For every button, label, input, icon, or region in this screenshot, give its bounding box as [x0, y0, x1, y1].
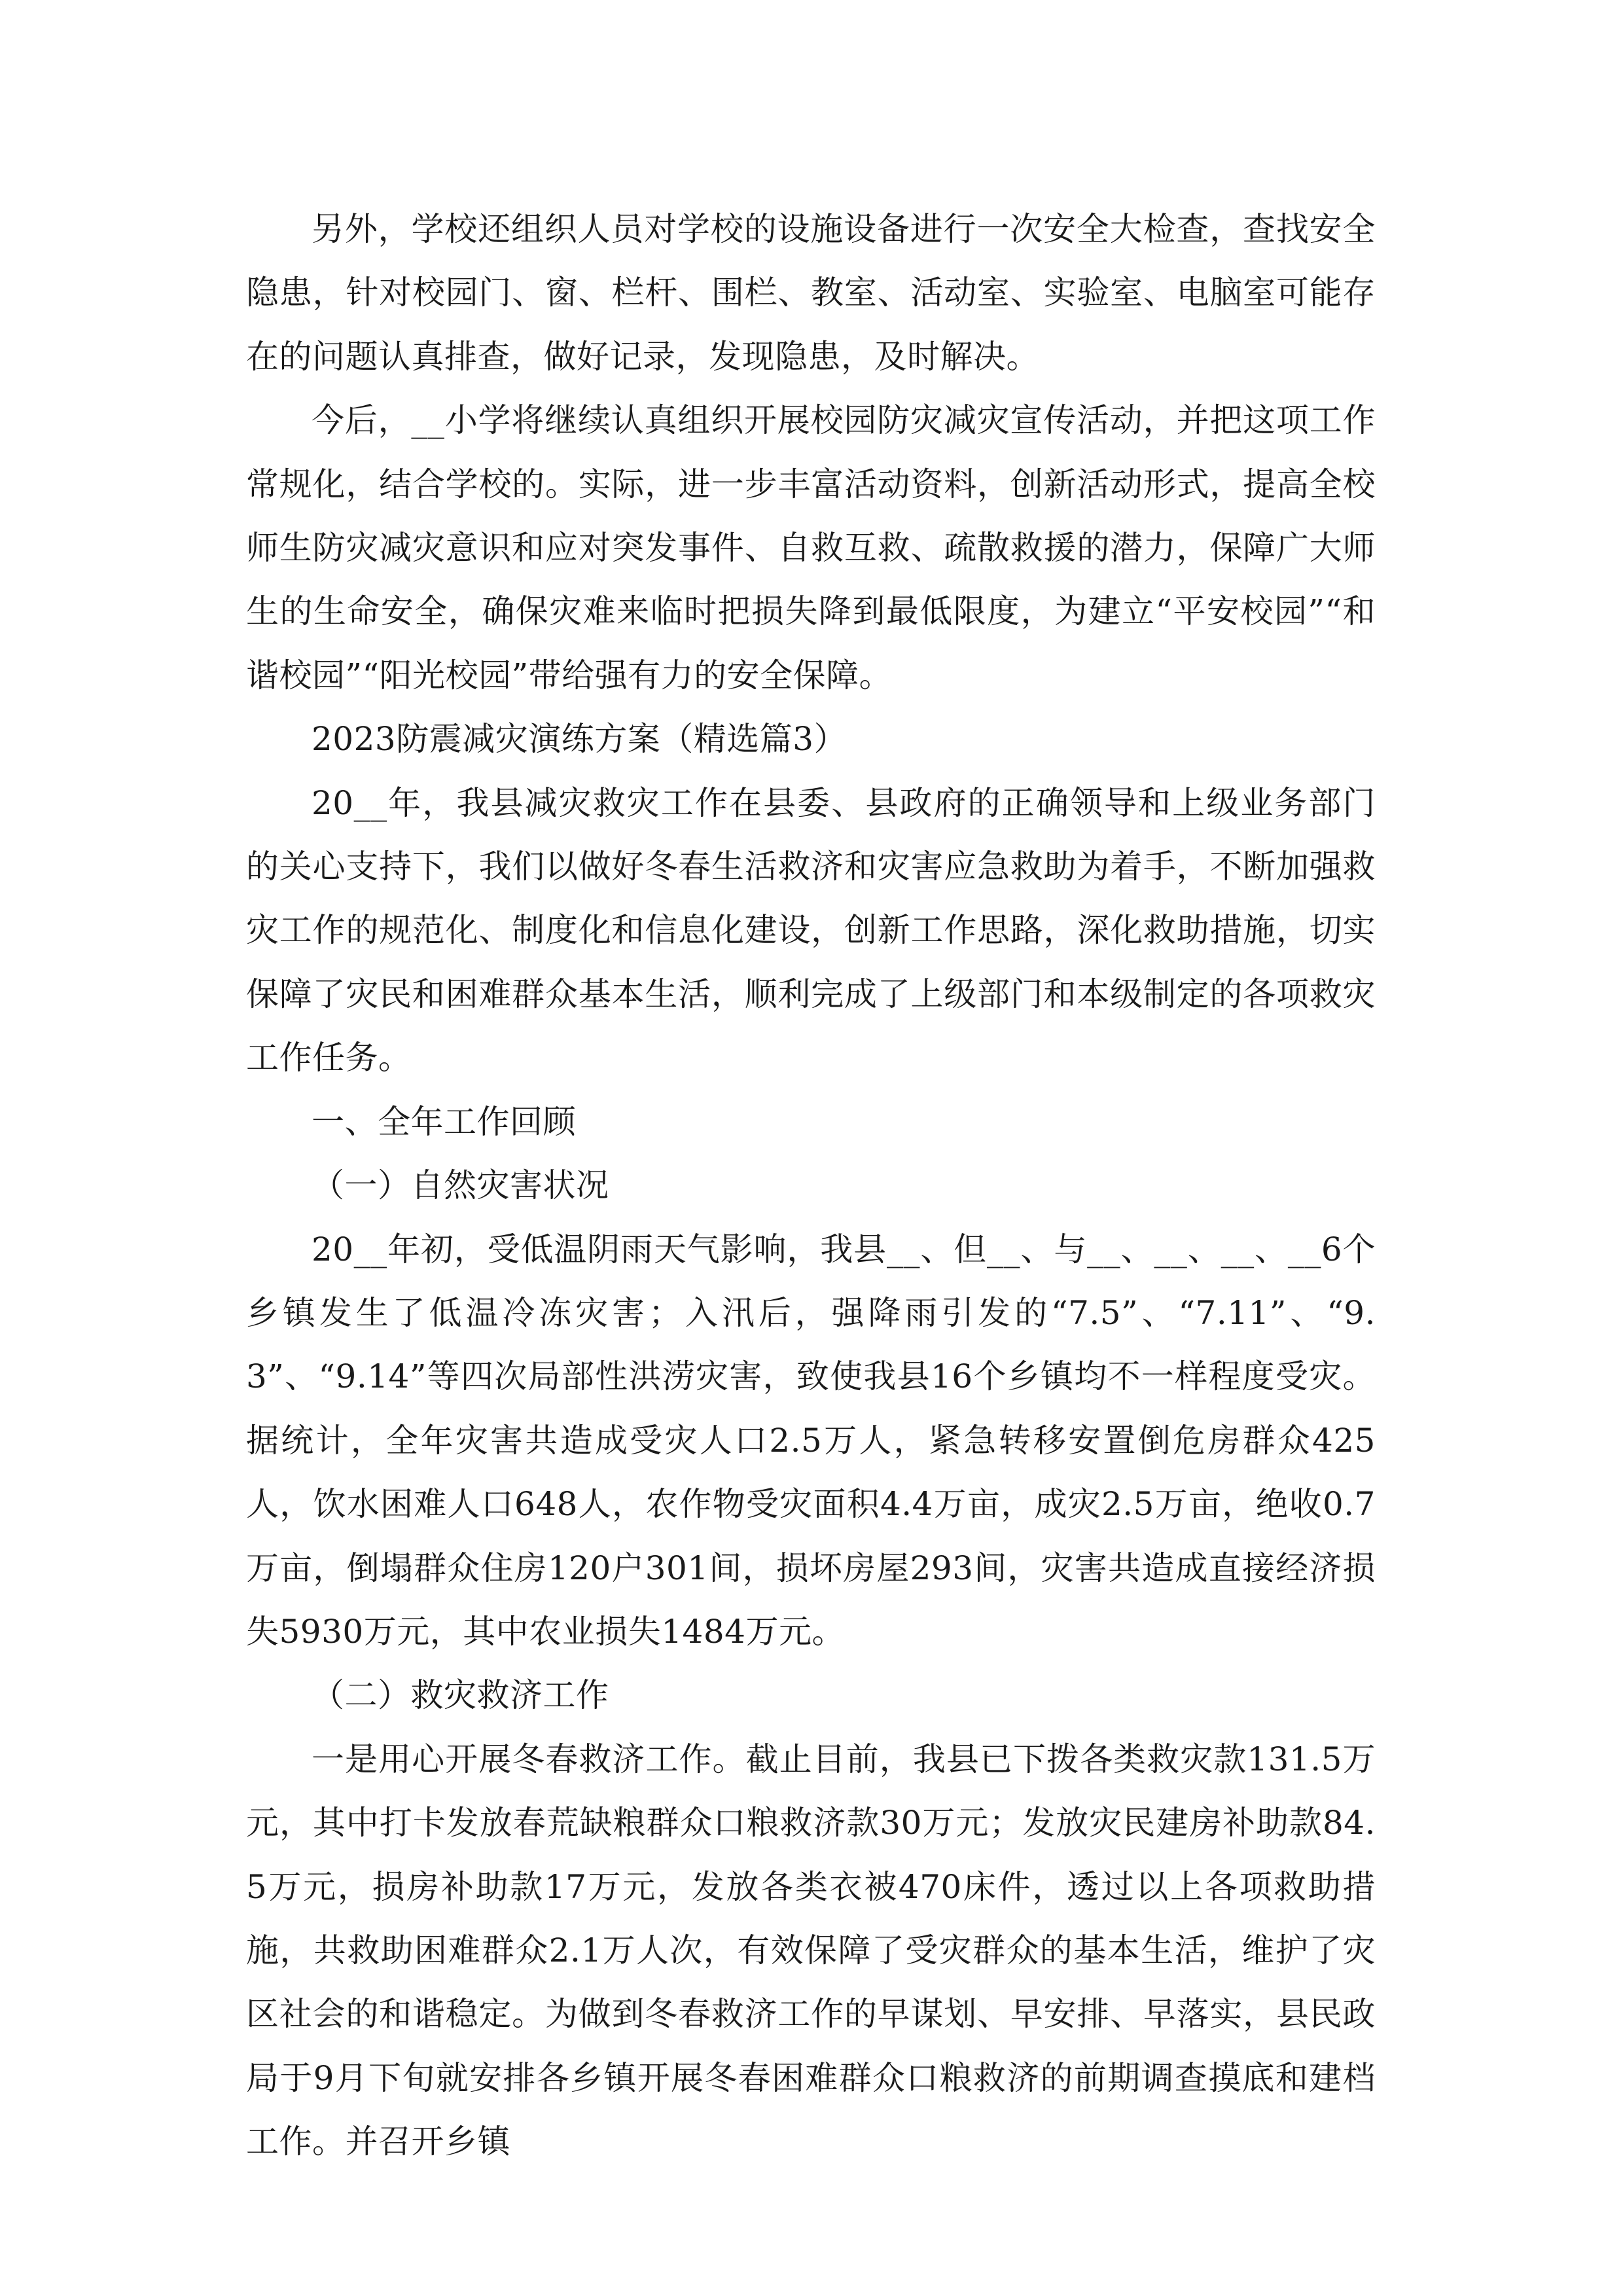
paragraph-future-plan: 今后，__小学将继续认真组织开展校园防灾减灾宣传活动，并把这项工作常规化，结合学校的。实际，进一步丰富活动资料，创新活动形式，提高全校师生防灾减灾意识和应对突发事件、自救互救、疏散救援的潜力，保障广大师生的生命安全，确保灾难来临时把损失降到最低限度，为建立“平安校园”“和谐校园”“阳光校园”带给强有力的安全保障。	[246, 401, 1376, 694]
paragraph-disaster-statistics: 20__年初，受低温阴雨天气影响，我县__、但__、与__、__、__、__6个乡镇发生了低温冷冻灾害；入汛后，强降雨引发的“7.5”、“7.11”、“9.3”、“9.14”等四次局部性洪涝灾害，致使我县16个乡镇均不一样程度受灾。据统计，全年灾害共造成受灾人口2.5万人，紧急转移安置倒危房群众425人，饮水困难人口648人，农作物受灾面积4.4万亩，成灾2.5万亩，绝收0.7万亩，倒塌群众住房120户301间，损坏房屋293间，灾害共造成直接经济损失5930万元，其中农业损失1484万元。	[246, 1230, 1376, 1651]
subheading-natural-disasters: （一）自然灾害状况	[312, 1166, 609, 1205]
document-body	[246, 198, 1376, 2174]
heading-annual-review: 一、全年工作回顾	[312, 1102, 576, 1141]
section-title-plan-3: 2023防震减灾演练方案（精选篇3）	[312, 720, 847, 759]
subheading-relief-work: （二）救灾救济工作	[312, 1676, 609, 1715]
paragraph-winter-spring-relief: 一是用心开展冬春救济工作。截止目前，我县已下拨各类救灾款131.5万元，其中打卡发放春荒缺粮群众口粮救济款30万元；发放灾民建房补助款84.5万元，损房补助款17万元，发放各类衣被470床件，透过以上各项救助措施，共救助困难群众2.1万人次，有效保障了受灾群众的基本生活，维护了灾区社会的和谐稳定。为做到冬春救济工作的早谋划、早安排、早落实，县民政局于9月下旬就安排各乡镇开展冬春困难群众口粮救济的前期调查摸底和建档工作。并召开乡镇	[246, 1740, 1376, 2161]
paragraph-safety-inspection: 另外，学校还组织人员对学校的设施设备进行一次安全大检查，查找安全隐患，针对校园门、窗、栏杆、围栏、教室、活动室、实验室、电脑室可能存在的问题认真排查，做好记录，发现隐患，及时解决。	[246, 210, 1376, 376]
paragraph-annual-overview: 20__年，我县减灾救灾工作在县委、县政府的正确领导和上级业务部门的关心支持下，我们以做好冬春生活救济和灾害应急救助为着手，不断加强救灾工作的规范化、制度化和信息化建设，创新工作思路，深化救助措施，切实保障了灾民和困难群众基本生活，顺利完成了上级部门和本级制定的各项救灾工作任务。	[246, 783, 1376, 1077]
